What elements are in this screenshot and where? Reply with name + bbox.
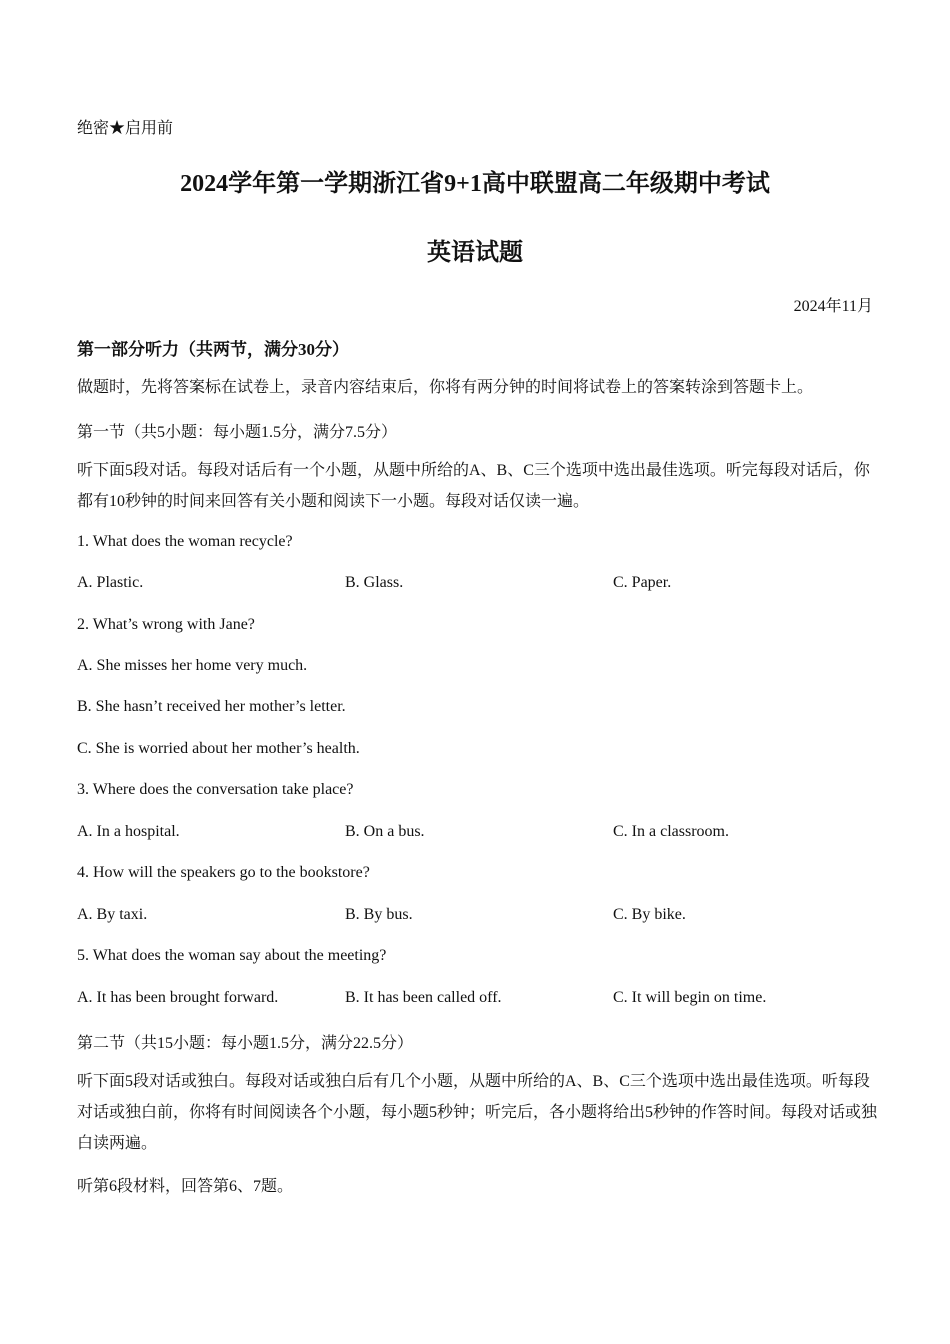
- question-3-option-c: C. In a classroom.: [613, 823, 729, 840]
- section1-heading: 第一节（共5小题：每小题1.5分，满分7.5分）: [77, 424, 398, 441]
- section1-directions: 听下面5段对话。每段对话后有一个小题，从题中所给的A、B、C三个选项中选出最佳选项。听完每段对话后，你都有10秒钟的时间来回答有关小题和阅读下一小题。每段对话仅读一遍。: [77, 462, 870, 510]
- question-5-option-c: C. It will begin on time.: [613, 989, 767, 1006]
- question-3-option-b: B. On a bus.: [345, 823, 425, 840]
- question-4-option-c: C. By bike.: [613, 906, 686, 923]
- question-2-option-c: C. She is worried about her mother’s health.: [77, 740, 360, 757]
- question-3-option-a: A. In a hospital.: [77, 823, 180, 840]
- question-1-option-b: B. Glass.: [345, 574, 404, 591]
- part1-heading: 第一部分听力（共两节，满分30分）: [77, 340, 349, 359]
- question-1-option-a: A. Plastic.: [77, 574, 144, 591]
- question-2-stem: 2. What’s wrong with Jane?: [77, 616, 255, 633]
- question-5-option-a: A. It has been brought forward.: [77, 989, 279, 1006]
- question-4-option-b: B. By bus.: [345, 906, 413, 923]
- section2-heading: 第二节（共15小题：每小题1.5分，满分22.5分）: [77, 1035, 414, 1052]
- material-note: 听第6段材料，回答第6、7题。: [77, 1178, 294, 1195]
- question-2-option-a: A. She misses her home very much.: [77, 657, 308, 674]
- question-1-stem: 1. What does the woman recycle?: [77, 533, 293, 550]
- question-4-stem: 4. How will the speakers go to the bookstore?: [77, 864, 370, 881]
- exam-date: 2024年11月: [793, 298, 873, 315]
- exam-title: 2024学年第一学期浙江省9+1高中联盟高二年级期中考试: [180, 171, 770, 197]
- question-5-option-b: B. It has been called off.: [345, 989, 502, 1006]
- exam-subtitle: 英语试题: [427, 240, 523, 266]
- question-5-stem: 5. What does the woman say about the meeting?: [77, 947, 387, 964]
- question-4-option-a: A. By taxi.: [77, 906, 148, 923]
- section2-directions: 听下面5段对话或独白。每段对话或独白后有几个小题，从题中所给的A、B、C三个选项中选出最佳选项。听每段对话或独白前，你将有时间阅读各个小题，每小题5秒钟；听完后，各小题将给出5秒钟的作答时间。每段对话或独白读两遍。: [77, 1073, 878, 1152]
- secret-label: 绝密★启用前: [77, 120, 174, 137]
- question-3-stem: 3. Where does the conversation take place?: [77, 781, 354, 798]
- question-1-option-c: C. Paper.: [613, 574, 672, 591]
- part1-instruction: 做题时，先将答案标在试卷上，录音内容结束后，你将有两分钟的时间将试卷上的答案转涂到答题卡上。: [77, 379, 814, 396]
- question-2-option-b: B. She hasn’t received her mother’s letter.: [77, 698, 346, 715]
